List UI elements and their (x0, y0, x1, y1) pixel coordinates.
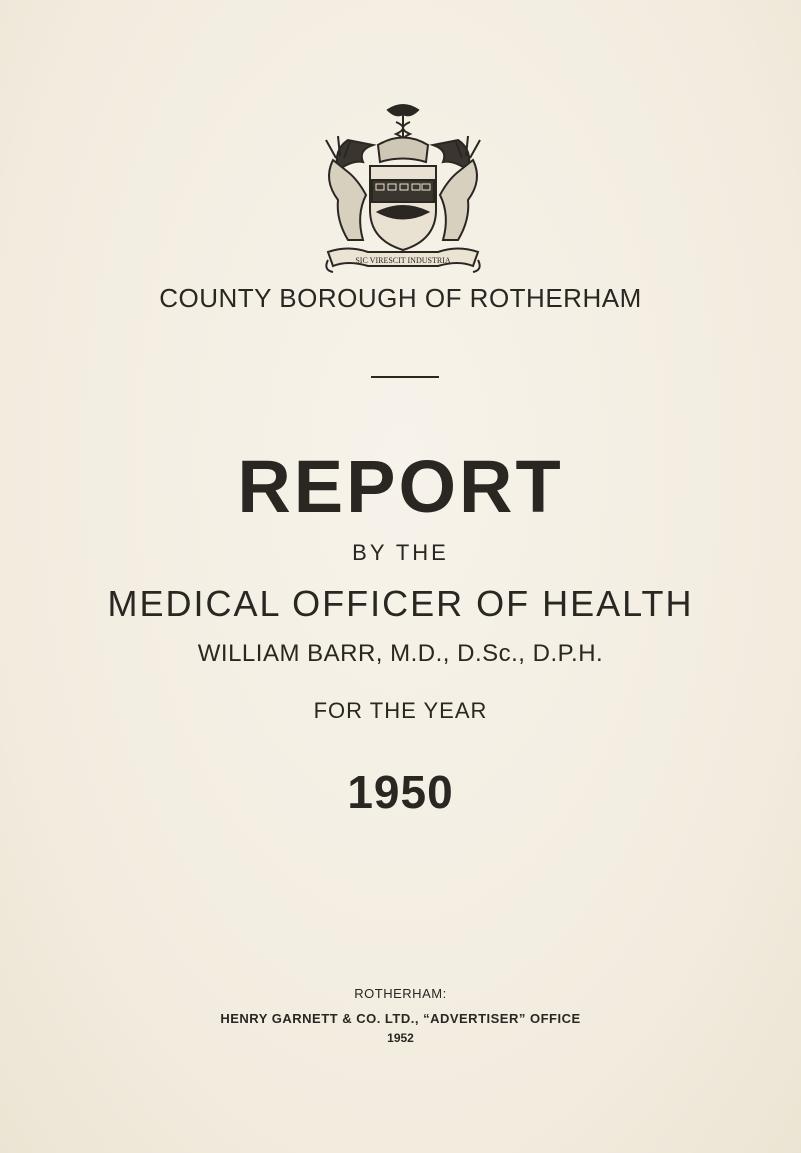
report-year: 1950 (347, 766, 454, 818)
by-the-text: BY THE (352, 540, 449, 565)
imprint-place: ROTHERHAM: (354, 986, 447, 1001)
coat-of-arms-icon (318, 100, 488, 278)
page-title: REPORT (237, 445, 564, 528)
author-name: WILLIAM BARR, M.D., D.Sc., D.P.H. (197, 640, 604, 667)
authority-name: COUNTY BOROUGH OF ROTHERHAM (159, 283, 642, 313)
crest-motto: SIC VIRESCIT INDUSTRIA (355, 256, 451, 265)
for-the-year-text: FOR THE YEAR (313, 698, 488, 723)
divider-rule (371, 376, 439, 378)
imprint-printer: HENRY GARNETT & CO. LTD., “ADVERTISER” OFFICE (220, 1011, 581, 1026)
office-title: MEDICAL OFFICER OF HEALTH (107, 583, 694, 624)
imprint-year: 1952 (387, 1031, 414, 1045)
